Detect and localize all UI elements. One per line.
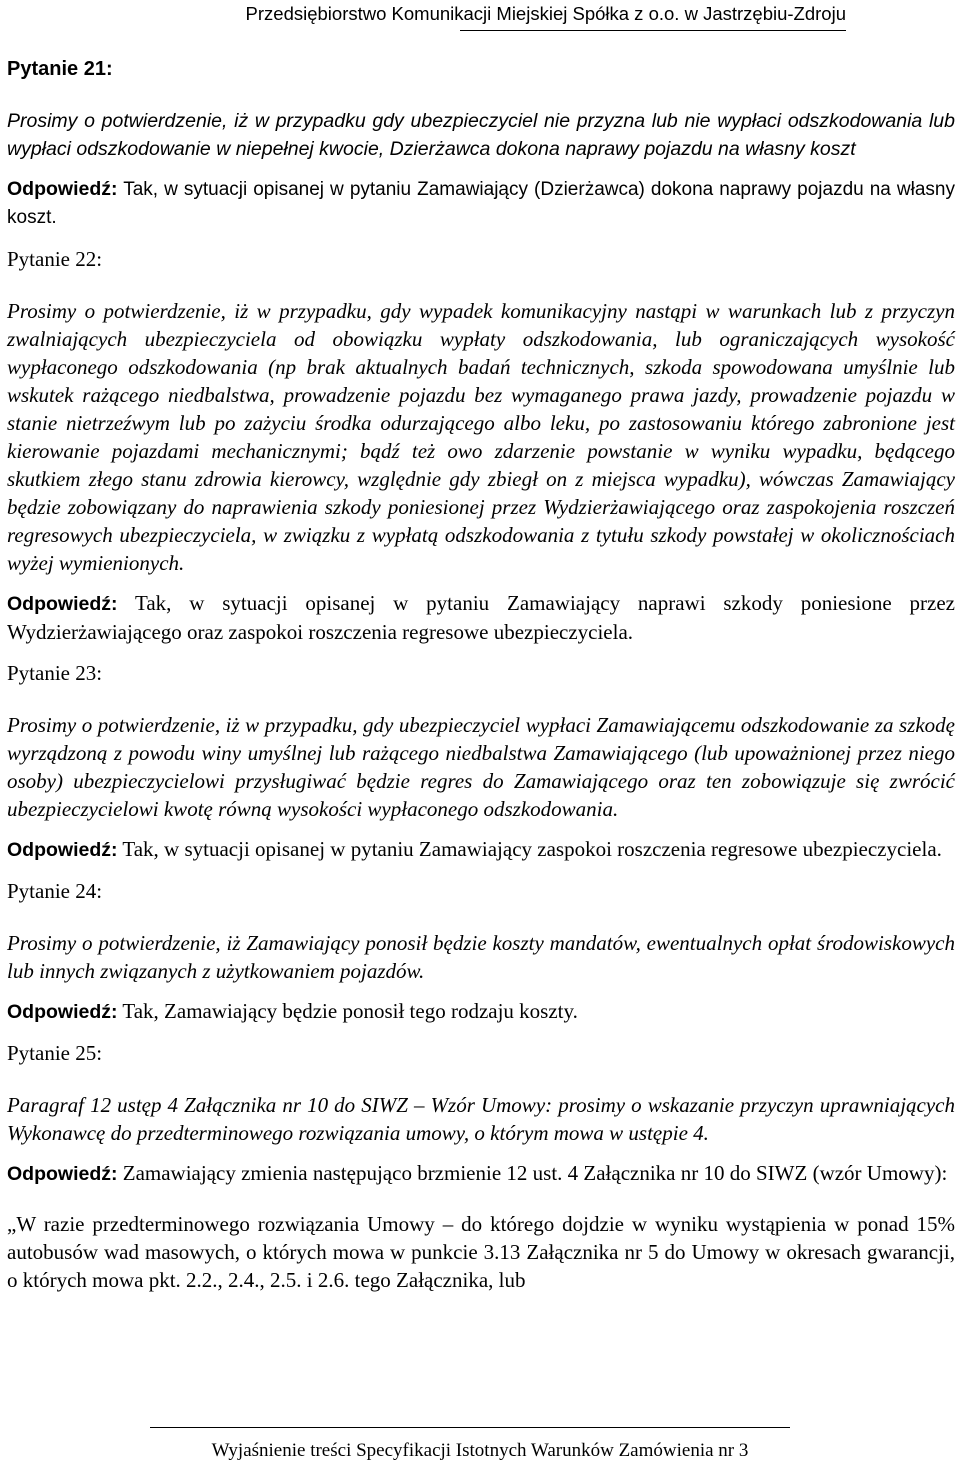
answer-label: Odpowiedź: bbox=[7, 1001, 118, 1023]
question-heading: Pytanie 23: bbox=[7, 661, 103, 685]
question-25 bbox=[7, 1039, 955, 1294]
footer-rule bbox=[150, 1427, 790, 1428]
answer-text bbox=[7, 1159, 955, 1188]
quoted-amendment: „W razie przedterminowego rozwiązania Umowy – do którego dojdzie w wyniku wystąpienia w ponad 15% autobusów wad masowych, o których mowa w punkcie 3.13 Załącznika nr 5 do Umowy w okresach gwarancji, o których mowa pkt. 2.2., 2.4., 2.5. i 2.6. tego Załącznika, lub bbox=[7, 1212, 955, 1292]
question-heading: Pytanie 25: bbox=[7, 1041, 103, 1065]
header-rule bbox=[460, 30, 846, 31]
question-text: Prosimy o potwierdzenie, iż w przypadku, gdy ubezpieczyciel wypłaci Zamawiającemu odszkodowanie za szkodę wyrządzoną z powodu winy umyślnej lub rażącego niedbalstwa Zamawiającego (lub upoważnionej przez niego osoby) ubezpieczycielowi przysługiwać będzie regres do Zamawiającego oraz ten zobowiązuje się zwrócić ubezpieczycielowi kwotę równą wysokości wypłaconego odszkodowania. bbox=[7, 713, 955, 821]
question-text: Paragraf 12 ustęp 4 Załącznika nr 10 do SIWZ – Wzór Umowy: prosimy o wskazanie przyczyn uprawniających Wykonawcę do przedterminowego rozwiązania umowy, o którym mowa w ustępie 4. bbox=[7, 1093, 955, 1145]
document-body bbox=[7, 55, 955, 1294]
page-footer: Wyjaśnienie treści Specyfikacji Istotnych Warunków Zamówienia nr 3 bbox=[211, 1440, 749, 1461]
answer-text bbox=[7, 835, 955, 864]
question-text: Prosimy o potwierdzenie, iż w przypadku, gdy wypadek komunikacyjny nastąpi w warunkach lub z przyczyn zwalniających ubezpieczyciela od obowiązku wypłaty odszkodowania, lub ograniczających wysokość wypłaconego odszkodowania (np brak aktualnych badań technicznych, szkoda spowodowana umyślnie lub wskutek rażącego niedbalstwa, prowadzenie pojazdu bez wymaganego prawa jazdy, prowadzenie pojazdu w stanie nietrzeźwym lub po zażyciu środka odurzającego albo leku, po zastosowaniu którego zabronione jest kierowanie pojazdami mechanicznymi; bądź też owo zdarzenie powstanie w wyniku wypadku, będącego skutkiem złego stanu zdrowia kierowcy, względnie gdy zbiegł on z miejsca wypadku), wówczas Zamawiający będzie zobowiązany do naprawienia szkody poniesionej przez Wydzierżawiającego oraz zaspokojenia roszczeń regresowych ubezpieczyciela, w związku z wypłatą odszkodowania z tytułu szkody powstałej w okolicznościach wyżej wymienionych. bbox=[7, 299, 955, 575]
question-22 bbox=[7, 245, 955, 646]
question-23 bbox=[7, 659, 955, 864]
question-text: Prosimy o potwierdzenie, iż w przypadku gdy ubezpieczyciel nie przyzna lub nie wypłaci odszkodowania lub wypłaci odszkodowanie w niepełnej kwocie, Dzierżawca dokona naprawy pojazdu na własny koszt bbox=[7, 110, 955, 160]
page-header: Przedsiębiorstwo Komunikacji Miejskiej Spółka z o.o. w Jastrzębiu-Zdroju bbox=[245, 3, 846, 24]
answer-label: Odpowiedź: bbox=[7, 593, 118, 615]
answer-body: Tak, w sytuacji opisanej w pytaniu Zamawiający zaspokoi roszczenia regresowe ubezpieczyciela. bbox=[122, 837, 942, 861]
answer-text bbox=[7, 175, 955, 232]
question-text: Prosimy o potwierdzenie, iż Zamawiający ponosił będzie koszty mandatów, ewentualnych opłat środowiskowych lub innych związanych z użytkowaniem pojazdów. bbox=[7, 931, 955, 983]
question-heading: Pytanie 24: bbox=[7, 879, 103, 903]
answer-text bbox=[7, 997, 955, 1026]
answer-label: Odpowiedź: bbox=[7, 178, 118, 200]
answer-body: Zamawiający zmienia następująco brzmienie 12 ust. 4 Załącznika nr 10 do SIWZ (wzór Umowy): bbox=[122, 1161, 948, 1185]
answer-label: Odpowiedź: bbox=[7, 839, 118, 861]
answer-label: Odpowiedź: bbox=[7, 1163, 118, 1185]
question-heading: Pytanie 22: bbox=[7, 247, 103, 271]
answer-text bbox=[7, 589, 955, 646]
question-heading: Pytanie 21: bbox=[7, 58, 113, 80]
question-24 bbox=[7, 877, 955, 1026]
question-21 bbox=[7, 55, 955, 232]
answer-body: Tak, Zamawiający będzie ponosił tego rodzaju koszty. bbox=[122, 999, 578, 1023]
answer-body: Tak, w sytuacji opisanej w pytaniu Zamawiający naprawi szkody poniesione przez Wydzierżawiającego oraz zaspokoi roszczenia regresowe ubezpieczyciela. bbox=[7, 591, 955, 644]
answer-body: Tak, w sytuacji opisanej w pytaniu Zamawiający (Dzierżawca) dokona naprawy pojazdu na własny koszt. bbox=[7, 179, 955, 228]
